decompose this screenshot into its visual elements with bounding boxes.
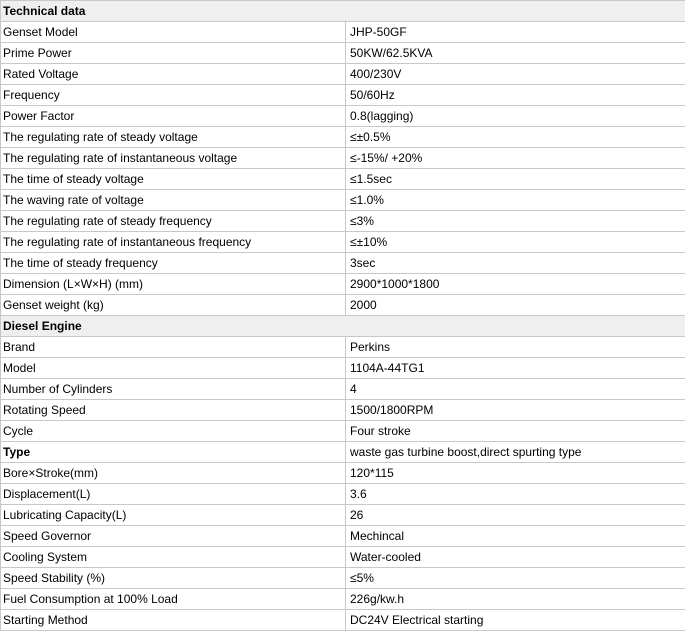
table-row [1,463,685,484]
table-row [1,295,685,316]
table-row [1,610,685,631]
spec-label: Displacement(L) [1,484,346,505]
spec-value: 50KW/62.5KVA [346,43,685,64]
spec-label: The regulating rate of steady frequency [1,211,346,232]
spec-value: 0.8(lagging) [346,106,685,127]
table-row [1,589,685,610]
spec-value: Four stroke [346,421,685,442]
spec-value: ≤-15%/ +20% [346,148,685,169]
section-heading-row [1,316,685,337]
spec-value: 50/60Hz [346,85,685,106]
table-row [1,505,685,526]
spec-label: Dimension (L×W×H) (mm) [1,274,346,295]
spec-value: ≤±10% [346,232,685,253]
table-row [1,568,685,589]
spec-label: Genset weight (kg) [1,295,346,316]
section-heading: Technical data [1,1,685,22]
table-row [1,22,685,43]
table-row [1,64,685,85]
table-row [1,358,685,379]
spec-label: The regulating rate of instantaneous frequency [1,232,346,253]
table-row [1,190,685,211]
spec-table-body [1,1,685,631]
spec-label: Speed Stability (%) [1,568,346,589]
spec-label: Brand [1,337,346,358]
table-row [1,484,685,505]
table-row [1,400,685,421]
spec-label: Lubricating Capacity(L) [1,505,346,526]
spec-value: waste gas turbine boost,direct spurting type [346,442,685,463]
spec-value: ≤1.5sec [346,169,685,190]
table-row [1,379,685,400]
table-row [1,442,685,463]
spec-value: 4 [346,379,685,400]
spec-label: The regulating rate of instantaneous voltage [1,148,346,169]
table-row [1,127,685,148]
spec-label: Type [1,442,346,463]
spec-label: Bore×Stroke(mm) [1,463,346,484]
spec-label: Fuel Consumption at 100% Load [1,589,346,610]
spec-label: Cooling System [1,547,346,568]
spec-value: Mechincal [346,526,685,547]
spec-label: Rotating Speed [1,400,346,421]
spec-value: 400/230V [346,64,685,85]
spec-value: ≤±0.5% [346,127,685,148]
spec-value: ≤3% [346,211,685,232]
table-row [1,85,685,106]
spec-value: JHP-50GF [346,22,685,43]
table-row [1,337,685,358]
spec-label: The waving rate of voltage [1,190,346,211]
spec-value: 1104A-44TG1 [346,358,685,379]
spec-label: Model [1,358,346,379]
spec-label: The regulating rate of steady voltage [1,127,346,148]
spec-value: 2000 [346,295,685,316]
table-row [1,274,685,295]
table-row [1,43,685,64]
spec-value: 2900*1000*1800 [346,274,685,295]
spec-value: 3sec [346,253,685,274]
spec-label: Number of Cylinders [1,379,346,400]
table-row [1,547,685,568]
spec-label: Power Factor [1,106,346,127]
spec-label: Frequency [1,85,346,106]
spec-label: Genset Model [1,22,346,43]
spec-value: DC24V Electrical starting [346,610,685,631]
table-row [1,253,685,274]
spec-value: Water-cooled [346,547,685,568]
section-heading-row [1,1,685,22]
table-row [1,106,685,127]
spec-value: 120*115 [346,463,685,484]
spec-value: ≤5% [346,568,685,589]
table-row [1,211,685,232]
spec-label: Speed Governor [1,526,346,547]
spec-label: Starting Method [1,610,346,631]
section-heading: Diesel Engine [1,316,685,337]
table-row [1,148,685,169]
spec-label: The time of steady frequency [1,253,346,274]
spec-value: ≤1.0% [346,190,685,211]
spec-label: Prime Power [1,43,346,64]
spec-value: 226g/kw.h [346,589,685,610]
table-row [1,421,685,442]
table-row [1,232,685,253]
table-row [1,169,685,190]
table-row [1,526,685,547]
spec-label: Cycle [1,421,346,442]
spec-label: The time of steady voltage [1,169,346,190]
spec-value: 26 [346,505,685,526]
spec-value: 1500/1800RPM [346,400,685,421]
spec-value: 3.6 [346,484,685,505]
spec-value: Perkins [346,337,685,358]
spec-label: Rated Voltage [1,64,346,85]
